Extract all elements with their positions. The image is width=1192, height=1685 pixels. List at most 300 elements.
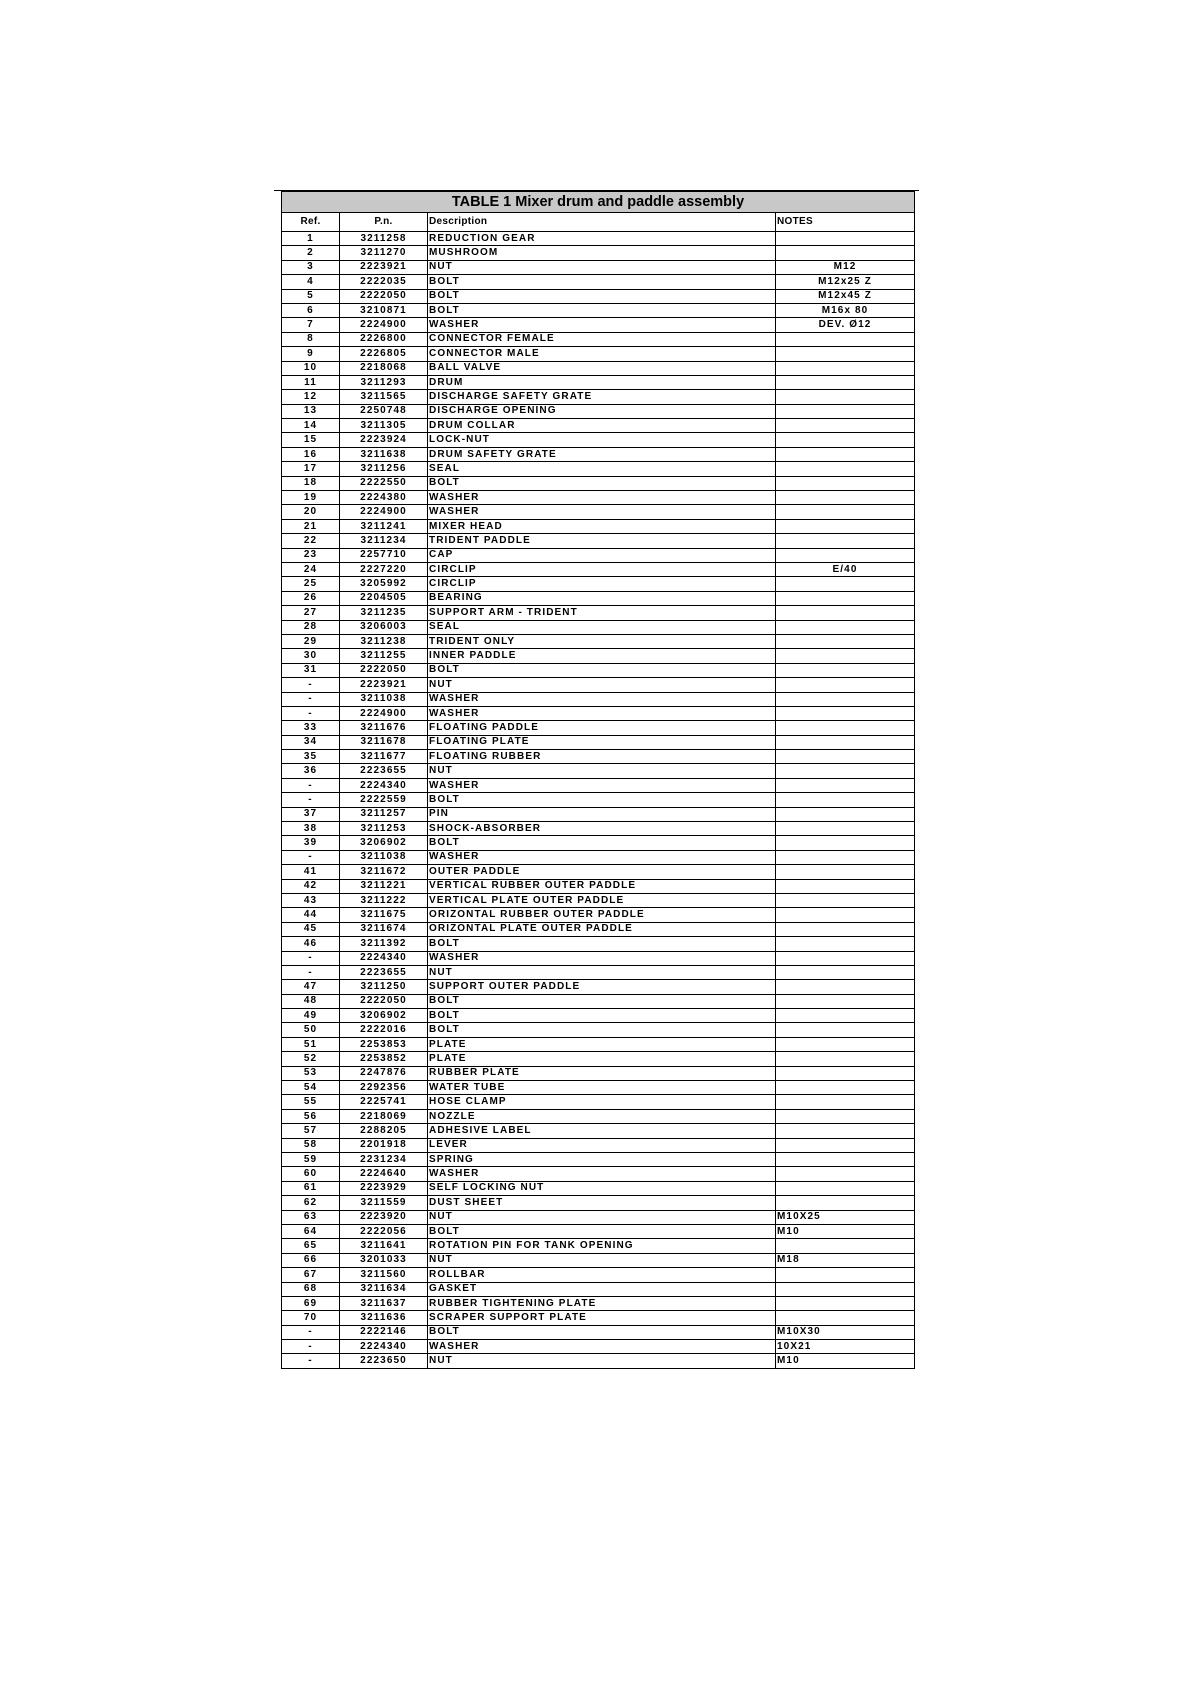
table-row [282, 548, 915, 562]
part-number-cell: 2250748 [340, 404, 428, 418]
table-row [282, 692, 915, 706]
description-cell: WASHER [428, 778, 776, 792]
table-row [282, 1153, 915, 1167]
ref-cell: 8 [282, 332, 340, 346]
part-number-cell: 2222146 [340, 1325, 428, 1339]
description-cell: PLATE [428, 1037, 776, 1051]
description-cell: WASHER [428, 318, 776, 332]
part-number-cell: 3211559 [340, 1196, 428, 1210]
description-cell: RUBBER PLATE [428, 1066, 776, 1080]
notes-cell [776, 634, 915, 648]
table-row [282, 1009, 915, 1023]
notes-cell [776, 375, 915, 389]
description-cell: PIN [428, 807, 776, 821]
notes-cell [776, 937, 915, 951]
part-number-cell: 2223921 [340, 260, 428, 274]
table-row [282, 620, 915, 634]
notes-cell: M12x25 Z [776, 275, 915, 289]
ref-cell: - [282, 1340, 340, 1354]
ref-cell: 28 [282, 620, 340, 634]
notes-cell [776, 491, 915, 505]
table-row [282, 246, 915, 260]
table-row [282, 706, 915, 720]
table-row [282, 1196, 915, 1210]
ref-cell: 3 [282, 260, 340, 274]
table-row [282, 649, 915, 663]
ref-cell: - [282, 793, 340, 807]
description-cell: BOLT [428, 994, 776, 1008]
ref-cell: 44 [282, 908, 340, 922]
part-number-cell: 3210871 [340, 303, 428, 317]
description-cell: BOLT [428, 303, 776, 317]
ref-cell: 6 [282, 303, 340, 317]
table-row [282, 1253, 915, 1267]
ref-cell: 24 [282, 562, 340, 576]
part-number-cell: 2222056 [340, 1224, 428, 1238]
ref-cell: 11 [282, 375, 340, 389]
part-number-cell: 2292356 [340, 1081, 428, 1095]
description-cell: ROTATION PIN FOR TANK OPENING [428, 1239, 776, 1253]
notes-cell [776, 548, 915, 562]
description-cell: WASHER [428, 692, 776, 706]
part-number-cell: 3211674 [340, 922, 428, 936]
description-cell: WASHER [428, 491, 776, 505]
notes-cell [776, 332, 915, 346]
part-number-cell: 3211255 [340, 649, 428, 663]
ref-cell: 67 [282, 1268, 340, 1282]
ref-cell: 54 [282, 1081, 340, 1095]
description-cell: CONNECTOR FEMALE [428, 332, 776, 346]
ref-cell: 4 [282, 275, 340, 289]
ref-cell: 50 [282, 1023, 340, 1037]
table-row [282, 390, 915, 404]
ref-cell: 2 [282, 246, 340, 260]
table-row [282, 1224, 915, 1238]
table-row [282, 347, 915, 361]
ref-cell: 58 [282, 1138, 340, 1152]
part-number-cell: 3211675 [340, 908, 428, 922]
notes-cell [776, 1311, 915, 1325]
notes-cell: M10 [776, 1224, 915, 1238]
notes-cell [776, 246, 915, 260]
notes-cell [776, 1066, 915, 1080]
notes-cell [776, 1124, 915, 1138]
ref-cell: - [282, 850, 340, 864]
notes-cell [776, 836, 915, 850]
ref-cell: 69 [282, 1296, 340, 1310]
parts-table-body [282, 232, 915, 1369]
description-cell: BOLT [428, 937, 776, 951]
notes-cell [776, 1109, 915, 1123]
table-row [282, 1181, 915, 1195]
notes-cell [776, 1037, 915, 1051]
part-number-cell: 3205992 [340, 577, 428, 591]
table-row [282, 534, 915, 548]
description-cell: OUTER PADDLE [428, 865, 776, 879]
part-number-cell: 2204505 [340, 591, 428, 605]
part-number-cell: 3211241 [340, 519, 428, 533]
ref-cell: 29 [282, 634, 340, 648]
ref-cell: 20 [282, 505, 340, 519]
ref-cell: 15 [282, 433, 340, 447]
notes-cell [776, 577, 915, 591]
table-row [282, 419, 915, 433]
notes-cell [776, 232, 915, 246]
table-row [282, 1081, 915, 1095]
description-cell: WASHER [428, 951, 776, 965]
table-row [282, 375, 915, 389]
table-row [282, 476, 915, 490]
notes-cell [776, 764, 915, 778]
ref-cell: 35 [282, 750, 340, 764]
part-number-cell: 2218069 [340, 1109, 428, 1123]
table-row [282, 836, 915, 850]
description-cell: BOLT [428, 793, 776, 807]
notes-cell [776, 922, 915, 936]
description-cell: CIRCLIP [428, 577, 776, 591]
description-cell: SUPPORT ARM - TRIDENT [428, 606, 776, 620]
notes-cell [776, 994, 915, 1008]
description-cell: DISCHARGE SAFETY GRATE [428, 390, 776, 404]
table-row [282, 1037, 915, 1051]
table-row [282, 908, 915, 922]
part-number-cell: 3211235 [340, 606, 428, 620]
table-row [282, 289, 915, 303]
table-row [282, 491, 915, 505]
table-row [282, 433, 915, 447]
description-cell: BOLT [428, 836, 776, 850]
table-row [282, 1296, 915, 1310]
table-row [282, 879, 915, 893]
description-cell: WATER TUBE [428, 1081, 776, 1095]
part-number-cell: 2223924 [340, 433, 428, 447]
description-cell: FLOATING PADDLE [428, 721, 776, 735]
description-cell: WASHER [428, 505, 776, 519]
table-row [282, 361, 915, 375]
ref-cell: 60 [282, 1167, 340, 1181]
notes-cell [776, 850, 915, 864]
table-row [282, 850, 915, 864]
ref-cell: 56 [282, 1109, 340, 1123]
part-number-cell: 3211676 [340, 721, 428, 735]
description-cell: ROLLBAR [428, 1268, 776, 1282]
ref-cell: 52 [282, 1052, 340, 1066]
part-number-cell: 2222035 [340, 275, 428, 289]
table-row [282, 404, 915, 418]
table-row [282, 750, 915, 764]
notes-cell [776, 1138, 915, 1152]
notes-cell [776, 347, 915, 361]
part-number-cell: 2257710 [340, 548, 428, 562]
description-cell: MUSHROOM [428, 246, 776, 260]
notes-cell: DEV. Ø12 [776, 318, 915, 332]
ref-cell: 43 [282, 893, 340, 907]
notes-cell: E/40 [776, 562, 915, 576]
description-cell: SUPPORT OUTER PADDLE [428, 980, 776, 994]
part-number-cell: 2224380 [340, 491, 428, 505]
table-row [282, 1023, 915, 1037]
ref-cell: 41 [282, 865, 340, 879]
part-number-cell: 2222050 [340, 994, 428, 1008]
table-row [282, 865, 915, 879]
notes-cell [776, 706, 915, 720]
table-row [282, 1340, 915, 1354]
notes-cell: M10 [776, 1354, 915, 1368]
ref-cell: 16 [282, 447, 340, 461]
ref-cell: 5 [282, 289, 340, 303]
part-number-cell: 2223650 [340, 1354, 428, 1368]
description-cell: DISCHARGE OPENING [428, 404, 776, 418]
notes-cell [776, 663, 915, 677]
notes-cell [776, 807, 915, 821]
table-row [282, 275, 915, 289]
notes-cell [776, 433, 915, 447]
notes-cell: 10X21 [776, 1340, 915, 1354]
ref-cell: 9 [282, 347, 340, 361]
table-row [282, 1124, 915, 1138]
notes-cell: M18 [776, 1253, 915, 1267]
table-row [282, 1210, 915, 1224]
part-number-cell: 2227220 [340, 562, 428, 576]
table-row [282, 980, 915, 994]
part-number-cell: 2222016 [340, 1023, 428, 1037]
table-row [282, 1052, 915, 1066]
part-number-cell: 3211038 [340, 850, 428, 864]
table-row [282, 965, 915, 979]
table-title: TABLE 1 Mixer drum and paddle assembly [282, 192, 915, 213]
description-cell: LEVER [428, 1138, 776, 1152]
notes-cell [776, 1181, 915, 1195]
part-number-cell: 2224340 [340, 778, 428, 792]
notes-cell [776, 519, 915, 533]
part-number-cell: 3206902 [340, 1009, 428, 1023]
description-cell: SCRAPER SUPPORT PLATE [428, 1311, 776, 1325]
table-row [282, 1325, 915, 1339]
description-cell: NUT [428, 1253, 776, 1267]
part-number-cell: 3211293 [340, 375, 428, 389]
part-number-cell: 3211038 [340, 692, 428, 706]
part-number-cell: 2226805 [340, 347, 428, 361]
part-number-cell: 3211256 [340, 462, 428, 476]
header-ref: Ref. [282, 213, 340, 232]
notes-cell [776, 1196, 915, 1210]
description-cell: BOLT [428, 275, 776, 289]
description-cell: NUT [428, 260, 776, 274]
table-row [282, 634, 915, 648]
table-row [282, 462, 915, 476]
description-cell: NUT [428, 678, 776, 692]
notes-cell [776, 793, 915, 807]
table-row [282, 735, 915, 749]
ref-cell: 37 [282, 807, 340, 821]
notes-cell [776, 361, 915, 375]
ref-cell: 10 [282, 361, 340, 375]
description-cell: WASHER [428, 1340, 776, 1354]
table-row [282, 807, 915, 821]
ref-cell: 25 [282, 577, 340, 591]
ref-cell: 21 [282, 519, 340, 533]
notes-cell [776, 678, 915, 692]
table-row [282, 505, 915, 519]
table-row [282, 994, 915, 1008]
header-notes: NOTES [776, 213, 915, 232]
table-row [282, 260, 915, 274]
parts-table [281, 191, 915, 1369]
description-cell: BOLT [428, 1023, 776, 1037]
ref-cell: 57 [282, 1124, 340, 1138]
table-row [282, 1167, 915, 1181]
ref-cell: - [282, 778, 340, 792]
description-cell: BOLT [428, 663, 776, 677]
part-number-cell: 2224640 [340, 1167, 428, 1181]
description-cell: ORIZONTAL PLATE OUTER PADDLE [428, 922, 776, 936]
notes-cell: M16x 80 [776, 303, 915, 317]
description-cell: NUT [428, 764, 776, 778]
header-part-number: P.n. [340, 213, 428, 232]
table-row [282, 562, 915, 576]
description-cell: NOZZLE [428, 1109, 776, 1123]
description-cell: FLOATING PLATE [428, 735, 776, 749]
part-number-cell: 2224900 [340, 318, 428, 332]
part-number-cell: 3211257 [340, 807, 428, 821]
ref-cell: 34 [282, 735, 340, 749]
ref-cell: 27 [282, 606, 340, 620]
table-row [282, 1138, 915, 1152]
part-number-cell: 3211677 [340, 750, 428, 764]
notes-cell [776, 1296, 915, 1310]
ref-cell: - [282, 951, 340, 965]
part-number-cell: 3211638 [340, 447, 428, 461]
part-number-cell: 3211560 [340, 1268, 428, 1282]
table-header-row [282, 213, 915, 232]
part-number-cell: 2225741 [340, 1095, 428, 1109]
notes-cell [776, 1081, 915, 1095]
notes-cell [776, 750, 915, 764]
part-number-cell: 2223655 [340, 965, 428, 979]
notes-cell [776, 649, 915, 663]
ref-cell: - [282, 1325, 340, 1339]
ref-cell: 42 [282, 879, 340, 893]
part-number-cell: 3211634 [340, 1282, 428, 1296]
description-cell: GASKET [428, 1282, 776, 1296]
part-number-cell: 3211253 [340, 822, 428, 836]
description-cell: FLOATING RUBBER [428, 750, 776, 764]
description-cell: CONNECTOR MALE [428, 347, 776, 361]
ref-cell: 12 [282, 390, 340, 404]
ref-cell: 36 [282, 764, 340, 778]
description-cell: SPRING [428, 1153, 776, 1167]
notes-cell [776, 980, 915, 994]
description-cell: PLATE [428, 1052, 776, 1066]
ref-cell: 64 [282, 1224, 340, 1238]
description-cell: NUT [428, 1354, 776, 1368]
part-number-cell: 2224340 [340, 951, 428, 965]
description-cell: BOLT [428, 1009, 776, 1023]
ref-cell: 14 [282, 419, 340, 433]
part-number-cell: 3201033 [340, 1253, 428, 1267]
part-number-cell: 2222050 [340, 289, 428, 303]
ref-cell: 51 [282, 1037, 340, 1051]
table-row [282, 1066, 915, 1080]
part-number-cell: 2223920 [340, 1210, 428, 1224]
description-cell: WASHER [428, 706, 776, 720]
notes-cell [776, 778, 915, 792]
part-number-cell: 2224900 [340, 505, 428, 519]
notes-cell [776, 606, 915, 620]
notes-cell [776, 390, 915, 404]
description-cell: SEAL [428, 462, 776, 476]
notes-cell [776, 404, 915, 418]
part-number-cell: 2223655 [340, 764, 428, 778]
ref-cell: 1 [282, 232, 340, 246]
notes-cell [776, 534, 915, 548]
table-title-row [282, 192, 915, 213]
part-number-cell: 3211222 [340, 893, 428, 907]
notes-cell [776, 462, 915, 476]
part-number-cell: 3211672 [340, 865, 428, 879]
description-cell: VERTICAL PLATE OUTER PADDLE [428, 893, 776, 907]
part-number-cell: 3211641 [340, 1239, 428, 1253]
part-number-cell: 3211637 [340, 1296, 428, 1310]
ref-cell: 62 [282, 1196, 340, 1210]
part-number-cell: 2253853 [340, 1037, 428, 1051]
table-row [282, 303, 915, 317]
ref-cell: 17 [282, 462, 340, 476]
ref-cell: 59 [282, 1153, 340, 1167]
table-row [282, 922, 915, 936]
ref-cell: 31 [282, 663, 340, 677]
description-cell: WASHER [428, 850, 776, 864]
part-number-cell: 2223929 [340, 1181, 428, 1195]
notes-cell [776, 591, 915, 605]
part-number-cell: 2222050 [340, 663, 428, 677]
table-row [282, 606, 915, 620]
part-number-cell: 3211250 [340, 980, 428, 994]
description-cell: INNER PADDLE [428, 649, 776, 663]
description-cell: REDUCTION GEAR [428, 232, 776, 246]
part-number-cell: 2231234 [340, 1153, 428, 1167]
notes-cell [776, 965, 915, 979]
header-description: Description [428, 213, 776, 232]
notes-cell [776, 908, 915, 922]
ref-cell: - [282, 692, 340, 706]
part-number-cell: 3211636 [340, 1311, 428, 1325]
notes-cell [776, 893, 915, 907]
notes-cell [776, 505, 915, 519]
ref-cell: 45 [282, 922, 340, 936]
description-cell: BOLT [428, 289, 776, 303]
notes-cell [776, 1239, 915, 1253]
notes-cell [776, 1095, 915, 1109]
part-number-cell: 3211270 [340, 246, 428, 260]
description-cell: DRUM COLLAR [428, 419, 776, 433]
ref-cell: 63 [282, 1210, 340, 1224]
description-cell: ORIZONTAL RUBBER OUTER PADDLE [428, 908, 776, 922]
ref-cell: 38 [282, 822, 340, 836]
ref-cell: 47 [282, 980, 340, 994]
description-cell: ADHESIVE LABEL [428, 1124, 776, 1138]
notes-cell [776, 1052, 915, 1066]
ref-cell: 22 [282, 534, 340, 548]
ref-cell: 61 [282, 1181, 340, 1195]
table-row [282, 951, 915, 965]
table-row [282, 663, 915, 677]
table-row [282, 1268, 915, 1282]
description-cell: CIRCLIP [428, 562, 776, 576]
notes-cell: M12x45 Z [776, 289, 915, 303]
table-row [282, 332, 915, 346]
description-cell: DUST SHEET [428, 1196, 776, 1210]
